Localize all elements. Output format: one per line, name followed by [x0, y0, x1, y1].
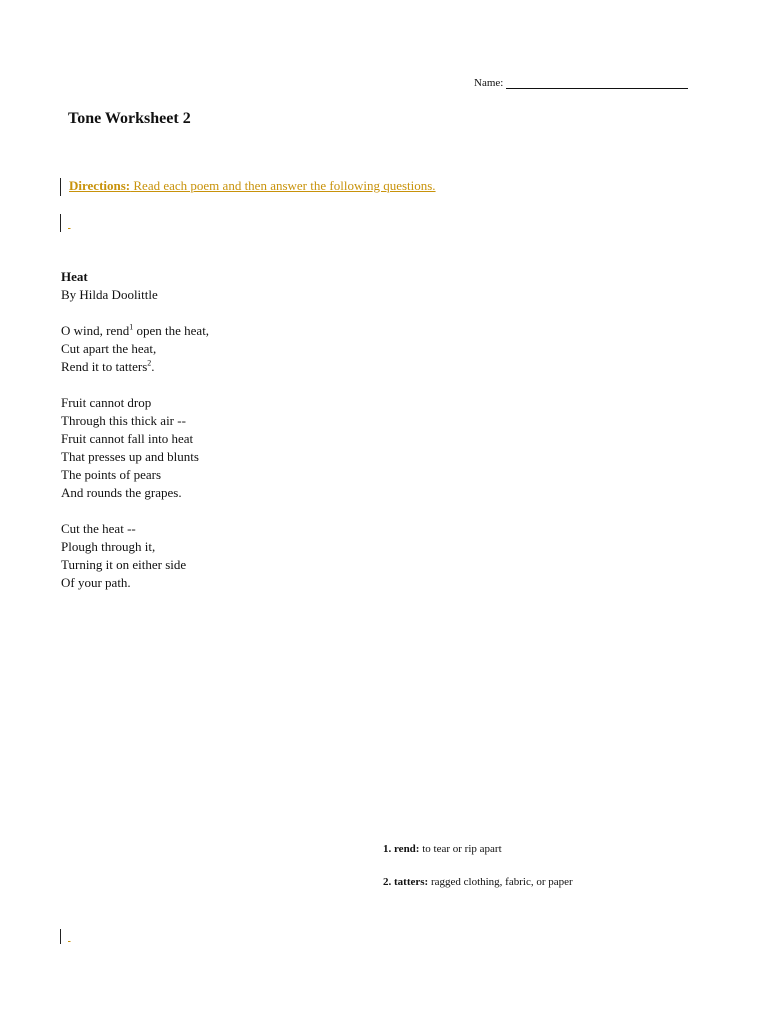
poem-line: Turning it on either side	[61, 557, 187, 572]
poem-line: The points of pears	[61, 467, 162, 482]
directions-text: Read each poem and then answer the following questions.	[130, 178, 436, 193]
footnote-definition: to tear or rip apart	[419, 843, 502, 855]
poem-line: Cut the heat --	[61, 521, 136, 536]
revision-bar	[60, 178, 61, 196]
footnote	[383, 876, 573, 909]
footnote-ref: 2	[147, 358, 152, 368]
poem-line: Plough through it,	[61, 539, 156, 554]
footnote	[383, 843, 573, 876]
empty-paragraph-mark	[68, 219, 71, 230]
poem-line: Fruit cannot drop	[61, 395, 152, 410]
stanza-gap	[61, 304, 209, 322]
poem-author: By Hilda Doolittle	[61, 287, 158, 302]
poem-line: And rounds the grapes.	[61, 485, 182, 500]
poem-line: That presses up and blunts	[61, 449, 199, 464]
poem-line: Through this thick air --	[61, 413, 186, 428]
name-label: Name:	[474, 77, 504, 89]
footnote-term: 1. rend:	[383, 843, 420, 855]
revision-bar	[60, 929, 61, 944]
name-blank-line[interactable]	[506, 76, 688, 89]
stanza-gap	[61, 502, 209, 520]
directions-label: Directions:	[69, 178, 131, 193]
footnote-definition: ragged clothing, fabric, or paper	[428, 876, 573, 888]
poem-line: O wind, rend$^1$ open the heat,	[61, 322, 210, 338]
footnotes	[383, 843, 573, 909]
poem-line: Rend it to tatters$^2$.	[61, 358, 155, 374]
page-title: Tone Worksheet 2	[68, 110, 191, 127]
poem-line: Fruit cannot fall into heat	[61, 431, 194, 446]
poem	[61, 268, 209, 592]
revision-bar	[60, 214, 61, 232]
name-field[interactable]	[474, 76, 688, 89]
poem-line: Of your path.	[61, 575, 131, 590]
stanza-gap	[61, 376, 209, 394]
poem-line: Cut apart the heat,	[61, 341, 157, 356]
footnote-term: 2. tatters:	[383, 876, 429, 888]
footnote-ref: 1	[129, 322, 134, 332]
empty-paragraph-mark	[68, 932, 71, 943]
poem-title: Heat	[61, 269, 88, 284]
directions	[69, 178, 436, 194]
